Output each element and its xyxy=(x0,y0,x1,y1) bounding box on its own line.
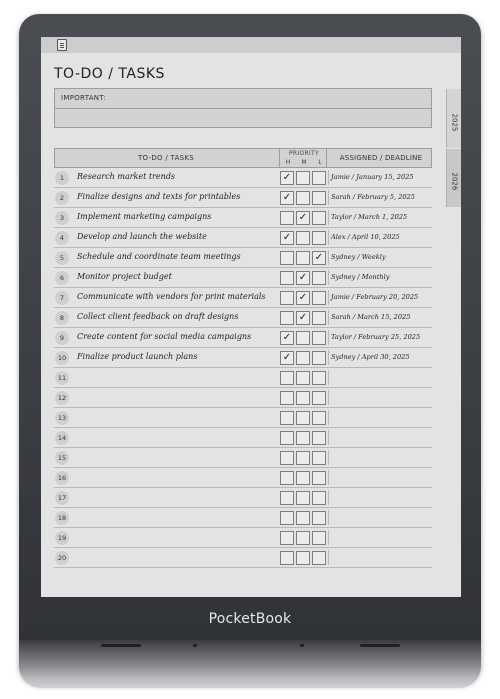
priority-low-checkbox[interactable] xyxy=(312,411,326,425)
priority-high-checkbox[interactable] xyxy=(280,311,294,325)
priority-medium-checkbox[interactable] xyxy=(296,511,310,525)
priority-low-checkbox[interactable] xyxy=(312,191,326,205)
assigned-deadline[interactable] xyxy=(328,510,432,525)
tab-2026-label: 2026 xyxy=(450,172,459,191)
priority-low-checkbox[interactable] xyxy=(312,311,326,325)
priority-high-checkbox[interactable] xyxy=(280,271,294,285)
priority-high-checkbox[interactable]: ✓ xyxy=(280,231,294,245)
assigned-deadline[interactable] xyxy=(328,410,432,425)
priority-medium-checkbox[interactable] xyxy=(296,431,310,445)
table-row xyxy=(54,168,432,188)
back-button[interactable] xyxy=(101,644,141,647)
priority-high-checkbox[interactable] xyxy=(280,551,294,565)
header-assigned: ASSIGNED / DEADLINE xyxy=(339,154,423,162)
priority-high-checkbox[interactable] xyxy=(280,211,294,225)
row-number: 17 xyxy=(55,491,69,505)
priority-medium-checkbox[interactable]: ✓ xyxy=(296,291,310,305)
assigned-deadline[interactable] xyxy=(328,370,432,385)
priority-low-checkbox[interactable] xyxy=(312,491,326,505)
table-row xyxy=(54,448,432,468)
priority-low-checkbox[interactable] xyxy=(312,451,326,465)
table-row xyxy=(54,188,432,208)
priority-medium-checkbox[interactable] xyxy=(296,471,310,485)
priority-low-checkbox[interactable] xyxy=(312,511,326,525)
assigned-deadline[interactable] xyxy=(328,470,432,485)
priority-high-checkbox[interactable] xyxy=(280,291,294,305)
priority-low-checkbox[interactable] xyxy=(312,551,326,565)
row-number: 19 xyxy=(55,531,69,545)
header-tasks: TO-DO / TASKS xyxy=(137,154,195,162)
table-row xyxy=(54,388,432,408)
assigned-deadline[interactable] xyxy=(328,450,432,465)
table-row xyxy=(54,288,432,308)
priority-high-checkbox[interactable]: ✓ xyxy=(280,171,294,185)
table-row xyxy=(54,228,432,248)
priority-medium-checkbox[interactable] xyxy=(296,351,310,365)
priority-medium-checkbox[interactable] xyxy=(296,251,310,265)
priority-low-checkbox[interactable] xyxy=(312,211,326,225)
important-box[interactable] xyxy=(54,88,432,128)
priority-medium-checkbox[interactable]: ✓ xyxy=(296,311,310,325)
assigned-deadline[interactable] xyxy=(328,430,432,445)
table-row xyxy=(54,508,432,528)
table-row xyxy=(54,368,432,388)
priority-medium-checkbox[interactable]: ✓ xyxy=(296,271,310,285)
notes-icon[interactable] xyxy=(57,39,67,51)
priority-high-checkbox[interactable] xyxy=(280,531,294,545)
assigned-deadline[interactable]: Jamie / February 20, 2025 xyxy=(328,290,432,305)
tab-2025[interactable] xyxy=(446,89,461,148)
home-button[interactable] xyxy=(193,644,197,647)
task-text[interactable]: Communicate with vendors for print materials xyxy=(77,292,266,301)
task-text[interactable]: Schedule and coordinate team meetings xyxy=(77,252,241,261)
table-row xyxy=(54,468,432,488)
priority-medium-checkbox[interactable] xyxy=(296,371,310,385)
row-number: 5 xyxy=(55,251,69,265)
priority-high-checkbox[interactable]: ✓ xyxy=(280,351,294,365)
table-row xyxy=(54,408,432,428)
important-label: IMPORTANT: xyxy=(61,94,106,102)
assigned-deadline[interactable]: Sarah / February 5, 2025 xyxy=(328,190,432,205)
priority-low-checkbox[interactable] xyxy=(312,231,326,245)
priority-low-checkbox[interactable] xyxy=(312,531,326,545)
priority-medium-checkbox[interactable] xyxy=(296,191,310,205)
priority-medium-checkbox[interactable] xyxy=(296,411,310,425)
table-row xyxy=(54,548,432,568)
assigned-deadline[interactable]: Sydney / Weekly xyxy=(328,250,432,265)
priority-medium-checkbox[interactable] xyxy=(296,551,310,565)
task-text[interactable]: Monitor project budget xyxy=(77,272,172,281)
task-text[interactable]: Create content for social media campaigns xyxy=(77,332,252,341)
priority-low-checkbox[interactable] xyxy=(312,171,326,185)
priority-low-checkbox[interactable]: ✓ xyxy=(312,251,326,265)
assigned-deadline[interactable]: Sarah / March 15, 2025 xyxy=(328,310,432,325)
forward-button[interactable] xyxy=(360,644,400,647)
table-row xyxy=(54,308,432,328)
row-number: 4 xyxy=(55,231,69,245)
task-text[interactable]: Collect client feedback on draft designs xyxy=(77,312,239,321)
tab-2026[interactable] xyxy=(446,149,461,207)
task-text[interactable]: Implement marketing campaigns xyxy=(77,212,212,221)
table-row xyxy=(54,328,432,348)
row-number: 15 xyxy=(55,451,69,465)
priority-medium-checkbox[interactable] xyxy=(296,491,310,505)
row-number: 9 xyxy=(55,331,69,345)
row-number: 6 xyxy=(55,271,69,285)
priority-high-checkbox[interactable] xyxy=(280,511,294,525)
priority-medium-checkbox[interactable] xyxy=(296,451,310,465)
table-row xyxy=(54,208,432,228)
row-number: 7 xyxy=(55,291,69,305)
assigned-deadline[interactable]: Sydney / April 30, 2025 xyxy=(328,350,432,365)
priority-medium-checkbox[interactable] xyxy=(296,531,310,545)
task-text[interactable]: Develop and launch the website xyxy=(77,232,207,241)
task-text[interactable]: Finalize product launch plans xyxy=(77,352,198,361)
table-row xyxy=(54,528,432,548)
priority-high-checkbox[interactable] xyxy=(280,371,294,385)
priority-high-checkbox[interactable]: ✓ xyxy=(280,331,294,345)
priority-high-checkbox[interactable] xyxy=(280,491,294,505)
row-number: 14 xyxy=(55,431,69,445)
priority-high-checkbox[interactable] xyxy=(280,391,294,405)
brand-logo: PocketBook xyxy=(208,611,292,627)
row-number: 13 xyxy=(55,411,69,425)
priority-low-checkbox[interactable] xyxy=(312,331,326,345)
assigned-deadline[interactable] xyxy=(328,530,432,545)
row-number: 20 xyxy=(55,551,69,565)
table-row xyxy=(54,348,432,368)
priority-low-checkbox[interactable] xyxy=(312,371,326,385)
priority-low-checkbox[interactable] xyxy=(312,431,326,445)
row-number: 11 xyxy=(55,371,69,385)
row-number: 2 xyxy=(55,191,69,205)
priority-low-checkbox[interactable] xyxy=(312,351,326,365)
header-h: H xyxy=(285,159,291,166)
header-m: M xyxy=(301,159,307,166)
menu-button[interactable] xyxy=(300,644,304,647)
priority-medium-checkbox[interactable] xyxy=(296,231,310,245)
priority-medium-checkbox[interactable] xyxy=(296,171,310,185)
priority-high-checkbox[interactable] xyxy=(280,411,294,425)
priority-high-checkbox[interactable] xyxy=(280,451,294,465)
assigned-deadline[interactable]: Sydney / Monthly xyxy=(328,270,432,285)
assigned-deadline[interactable]: Alex / April 10, 2025 xyxy=(328,230,432,245)
assigned-deadline[interactable]: Taylor / February 25, 2025 xyxy=(328,330,432,345)
assigned-deadline[interactable]: Jamie / January 15, 2025 xyxy=(328,170,432,185)
row-number: 10 xyxy=(55,351,69,365)
table-body xyxy=(54,168,432,568)
priority-low-checkbox[interactable] xyxy=(312,471,326,485)
priority-high-checkbox[interactable]: ✓ xyxy=(280,191,294,205)
header-l: L xyxy=(318,159,322,166)
assigned-deadline[interactable] xyxy=(328,550,432,565)
assigned-deadline[interactable] xyxy=(328,390,432,405)
row-number: 8 xyxy=(55,311,69,325)
priority-high-checkbox[interactable] xyxy=(280,251,294,265)
device-bottom-rim xyxy=(19,640,481,688)
top-bar xyxy=(41,37,461,53)
priority-high-checkbox[interactable] xyxy=(280,471,294,485)
task-text[interactable]: Finalize designs and texts for printables xyxy=(77,192,241,201)
table-row xyxy=(54,428,432,448)
priority-low-checkbox[interactable] xyxy=(312,291,326,305)
table-row xyxy=(54,268,432,288)
row-number: 18 xyxy=(55,511,69,525)
row-number: 1 xyxy=(55,171,69,185)
row-number: 12 xyxy=(55,391,69,405)
row-number: 16 xyxy=(55,471,69,485)
priority-low-checkbox[interactable] xyxy=(312,391,326,405)
priority-low-checkbox[interactable] xyxy=(312,271,326,285)
header-priority xyxy=(279,149,327,167)
assigned-deadline[interactable] xyxy=(328,490,432,505)
page-title: TO-DO / TASKS xyxy=(54,66,165,82)
table-row xyxy=(54,488,432,508)
tasks-table xyxy=(54,148,432,568)
priority-medium-checkbox[interactable]: ✓ xyxy=(296,211,310,225)
task-text[interactable]: Research market trends xyxy=(77,172,176,181)
screen xyxy=(41,37,461,597)
priority-medium-checkbox[interactable] xyxy=(296,331,310,345)
important-divider xyxy=(55,108,431,109)
header-priority-label: PRIORITY xyxy=(289,150,319,157)
priority-high-checkbox[interactable] xyxy=(280,431,294,445)
row-number: 3 xyxy=(55,211,69,225)
assigned-deadline[interactable]: Taylor / March 1, 2025 xyxy=(328,210,432,225)
table-header xyxy=(54,148,432,168)
priority-medium-checkbox[interactable] xyxy=(296,391,310,405)
tab-2025-label: 2025 xyxy=(450,113,459,131)
table-row xyxy=(54,248,432,268)
